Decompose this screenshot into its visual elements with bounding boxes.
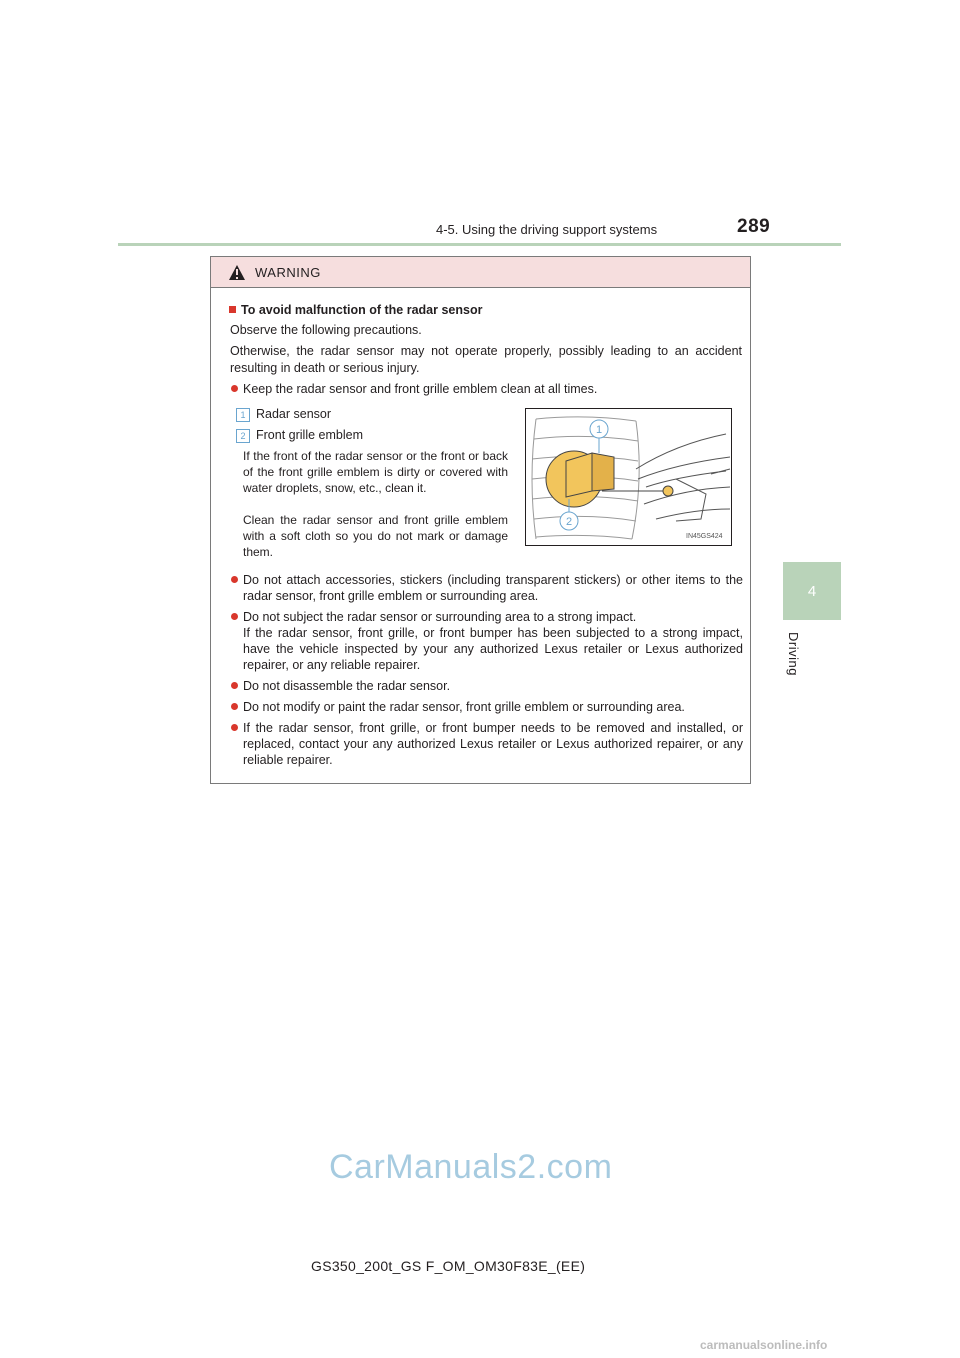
bullet-item-continuation: If the radar sensor, front grille, or front bumper has been subjected to a strong impact, have the vehicle inspected by your any authorized Lexus retailer or Lexus authorized repairer, or any reliable repairer. bbox=[243, 626, 743, 672]
legend-label-2: Front grille emblem bbox=[256, 428, 363, 442]
round-bullet-icon bbox=[231, 385, 238, 392]
legend-number-2: 2 bbox=[236, 429, 250, 443]
chapter-number: 4 bbox=[807, 582, 817, 600]
bullet-item: If the radar sensor, front grille, or front bumper needs to be removed and installed, or replaced, contact your any authorized Lexus retailer or Lexus authorized repairer, or any reliable repairer. bbox=[243, 720, 743, 768]
car-front-drawing bbox=[526, 409, 731, 545]
legend-note-2: Clean the radar sensor and front grille emblem with a soft cloth so you do not mark or damage them. bbox=[243, 513, 508, 559]
watermark-carmanualsonline[interactable]: carmanualsonline.info bbox=[700, 1338, 828, 1352]
warning-label: WARNING bbox=[255, 265, 321, 280]
chapter-tab[interactable] bbox=[783, 562, 841, 620]
header-rule bbox=[118, 243, 841, 246]
figure-callout-2: 2 bbox=[565, 516, 573, 528]
bullet-item: Do not disassemble the radar sensor. bbox=[243, 678, 743, 694]
round-bullet-icon bbox=[231, 703, 238, 710]
square-bullet-icon bbox=[229, 306, 236, 313]
warning-intro-1: Observe the following precautions. bbox=[230, 323, 422, 337]
section-title: 4-5. Using the driving support systems bbox=[436, 222, 658, 237]
legend-number-1: 1 bbox=[236, 408, 250, 422]
bullet-item: Do not attach accessories, stickers (including transparent stickers) or other items to the radar sensor, front grille emblem or surrounding area. bbox=[243, 572, 743, 604]
legend-label-1: Radar sensor bbox=[256, 407, 332, 421]
figure-code: IN45GS424 bbox=[686, 533, 723, 540]
radar-sensor-illustration bbox=[525, 408, 732, 546]
page-number: 289 bbox=[737, 216, 771, 237]
warning-intro-2: Otherwise, the radar sensor may not operate properly, possibly leading to an accident resulting in death or serious injury. bbox=[230, 344, 742, 375]
round-bullet-icon bbox=[231, 613, 238, 620]
model-code: GS350_200t_GS F_OM_OM30F83E_(EE) bbox=[311, 1258, 586, 1274]
bullet-item: Keep the radar sensor and front grille emblem clean at all times. bbox=[243, 381, 743, 397]
chapter-name: Driving bbox=[786, 632, 801, 676]
round-bullet-icon bbox=[231, 576, 238, 583]
round-bullet-icon bbox=[231, 682, 238, 689]
warning-header bbox=[211, 257, 750, 288]
bullet-item: Do not modify or paint the radar sensor, front grille emblem or surrounding area. bbox=[243, 699, 743, 715]
figure-callout-1: 1 bbox=[595, 424, 603, 436]
bullet-item: Do not subject the radar sensor or surrounding area to a strong impact. bbox=[243, 609, 743, 625]
legend-note-1: If the front of the radar sensor or the front or back of the front grille emblem is dirty or covered with water droplets, snow, etc., clean it. bbox=[243, 449, 508, 495]
watermark-carmanuals2[interactable]: CarManuals2.com bbox=[329, 1148, 613, 1186]
round-bullet-icon bbox=[231, 724, 238, 731]
warning-heading: To avoid malfunction of the radar sensor bbox=[229, 302, 482, 319]
